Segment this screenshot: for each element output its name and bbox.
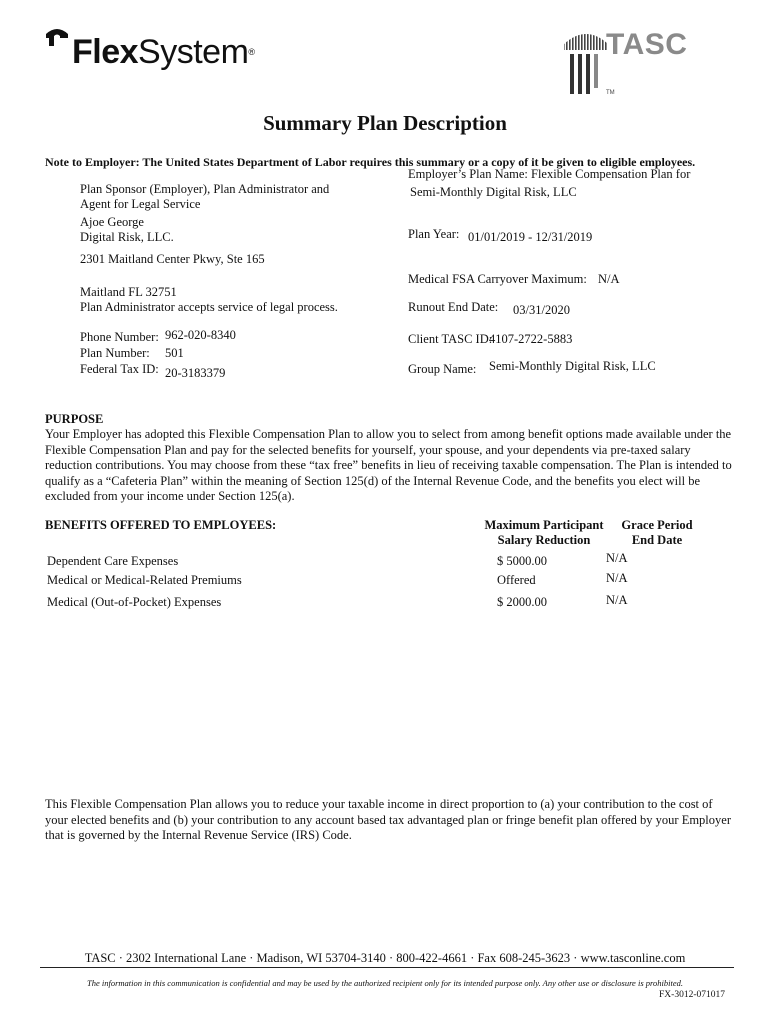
carryover-label: Medical FSA Carryover Maximum: [408, 272, 587, 286]
footer-divider [40, 967, 734, 968]
max-reduction-header-line2: Salary Reduction [497, 533, 591, 547]
tax-id-value: 20-3183379 [165, 366, 226, 380]
plan-name-label: Employer’s Plan Name: Flexible Compensation Plan for [408, 167, 691, 181]
tasc-emblem-icon [560, 20, 610, 100]
client-id-label: Client TASC ID: [408, 332, 493, 346]
runout-label: Runout End Date: [408, 300, 499, 314]
address-line2: Maitland FL 32751 [80, 285, 177, 299]
sponsor-label-line2: Agent for Legal Service [80, 197, 201, 211]
client-id-value: 4107-2722-5883 [489, 332, 573, 346]
tasc-logo [560, 20, 720, 95]
sponsor-label-line1: Plan Sponsor (Employer), Plan Administrator and [80, 182, 330, 196]
plan-number-label: Plan Number: [80, 346, 150, 360]
benefit-row-grace: N/A [606, 551, 628, 565]
phone-value: 962-020-8340 [165, 328, 236, 342]
flexsystem-mark-icon [44, 26, 70, 48]
purpose-text: Your Employer has adopted this Flexible Compensation Plan to allow you to select from among benefit options made available under the Flexible Compensation Plan and pay for the selected benefits for yourself, your spouse, and your dependents via pre-taxed salary reduction contributions. You may choose from these “tax free” benefits in lieu of receiving taxable compensation. The Plan is intended to qualify as a “Cafeteria Plan” within the meaning of Section 125(d) of the Internal Revenue Code, and the benefits you elect will be excluded from your income under Section 125(a). [45, 427, 732, 503]
benefit-row-max: $ 5000.00 [497, 554, 547, 568]
flexsystem-logo [44, 22, 284, 82]
brand-bold: Flex [72, 33, 139, 71]
company-name: Digital Risk, LLC. [80, 230, 174, 244]
benefit-row-grace: N/A [606, 571, 628, 585]
legal-process-note: Plan Administrator accepts service of legal process. [80, 300, 338, 314]
group-label: Group Name: [408, 362, 477, 376]
group-value: Semi-Monthly Digital Risk, LLC [489, 359, 656, 373]
form-code: FX-3012-071017 [659, 990, 725, 1000]
contact-name: Ajoe George [80, 215, 144, 229]
max-reduction-header-line1: Maximum Participant [484, 518, 604, 532]
footer-address: TASC · 2302 International Lane · Madison, WI 53704-3140 · 800-422-4661 · Fax 608-245-3623 · www.tasconline.com [84, 951, 686, 965]
benefit-row-max: $ 2000.00 [497, 595, 547, 609]
carryover-value: N/A [598, 272, 620, 286]
grace-period-header-line1: Grace Period [621, 518, 693, 532]
runout-value: 03/31/2020 [513, 303, 570, 317]
benefit-row-max: Offered [497, 573, 536, 587]
benefit-row-name: Dependent Care Expenses [47, 554, 179, 568]
benefit-row-grace: N/A [606, 593, 628, 607]
page-title: Summary Plan Description [263, 111, 507, 135]
tasc-wordmark: TASC [606, 28, 688, 61]
plan-number-value: 501 [165, 346, 184, 360]
employer-note: Note to Employer: The United States Department of Labor requires this summary or a copy of it be given to eligible employees. [45, 155, 696, 169]
grace-period-header-line2: End Date [631, 533, 683, 547]
benefit-row-name: Medical or Medical-Related Premiums [47, 573, 242, 587]
tax-id-label: Federal Tax ID: [80, 362, 159, 376]
address-line1: 2301 Maitland Center Pkwy, Ste 165 [80, 252, 265, 266]
benefit-row-name: Medical (Out-of-Pocket) Expenses [47, 595, 222, 609]
plan-year-label: Plan Year: [408, 227, 460, 241]
confidential-notice: The information in this communication is confidential and may be used by the authorized recipient only for its intended purpose only. Any other use or disclosure is prohibited. [87, 978, 683, 988]
benefits-heading: BENEFITS OFFERED TO EMPLOYEES: [45, 518, 277, 532]
flexsystem-wordmark: FlexSystem® [72, 33, 255, 71]
plan-year-value: 01/01/2019 - 12/31/2019 [468, 230, 593, 244]
phone-label: Phone Number: [80, 330, 159, 344]
plan-name-value: Semi-Monthly Digital Risk, LLC [410, 185, 577, 199]
closing-paragraph: This Flexible Compensation Plan allows you to reduce your taxable income in direct proportion to (a) your contribution to the cost of your elected benefits and (b) your contribution to any account based tax advantaged plan or fringe benefit plan offered by your Employer that is governed by the Internal Revenue Service (IRS) Code. [45, 797, 731, 842]
purpose-heading: PURPOSE [45, 412, 104, 426]
tasc-trademark: TM [606, 90, 615, 96]
brand-regular: System [138, 33, 249, 71]
